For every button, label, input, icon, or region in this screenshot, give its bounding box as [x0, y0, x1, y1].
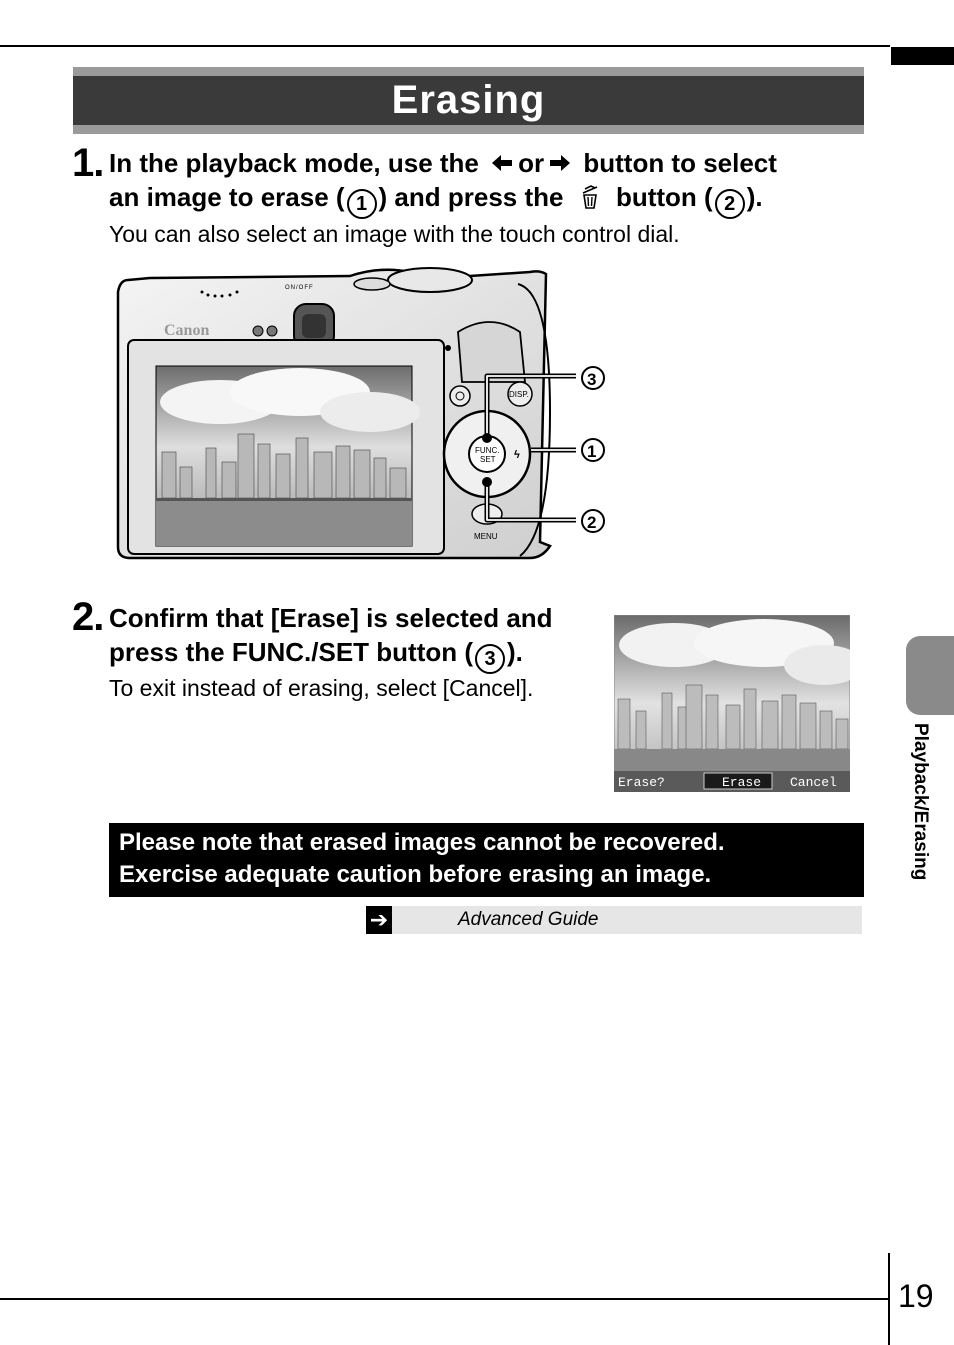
advanced-guide-link[interactable]: Advanced Guide	[458, 909, 599, 930]
step2-line1: Confirm that [Erase] is selected and	[109, 603, 553, 633]
step2-instruction	[109, 601, 609, 674]
step1-line2-a: an image to erase (	[109, 182, 345, 212]
top-rule	[0, 45, 890, 47]
side-tab	[906, 636, 954, 715]
step1-instruction	[109, 146, 869, 219]
step1-line2-b: ) and press the	[378, 182, 564, 212]
callout-1: 1	[587, 442, 597, 461]
warning-line1: Please note that erased images cannot be recovered.	[119, 829, 725, 856]
func-label: FUNC.	[475, 446, 500, 455]
trash-icon	[579, 183, 601, 209]
set-label: SET	[480, 455, 496, 464]
callout-2: 2	[587, 513, 597, 532]
circled-number-2: 2	[715, 189, 745, 219]
step2-line2-a: press the FUNC./SET button (	[109, 637, 473, 667]
arrow-right-icon: ➔	[366, 906, 392, 934]
erase-screen-image	[614, 615, 850, 792]
step2-line2-b: ).	[507, 637, 523, 667]
step2-number: 2.	[72, 595, 104, 639]
circled-number-1: 1	[347, 189, 377, 219]
step1-line2-d: ).	[746, 182, 763, 212]
left-arrow-icon	[492, 154, 512, 172]
page-title: Erasing	[391, 78, 546, 122]
side-tab-label-wrapper	[897, 723, 937, 923]
step1-line1-a: In the playback mode, use the	[109, 148, 479, 178]
erase-option: Erase	[722, 775, 762, 790]
warning-line2: Exercise adequate caution before erasing an image.	[119, 861, 712, 888]
callout-3: 3	[587, 370, 597, 389]
right-arrow-icon	[550, 154, 570, 172]
flash-icon: ϟ	[514, 449, 520, 461]
step1-number: 1.	[72, 141, 104, 185]
advanced-guide-bar[interactable]	[366, 906, 862, 934]
title-banner	[73, 67, 864, 134]
menu-label: MENU	[474, 532, 498, 541]
step1-note: You can also select an image with the touch control dial.	[109, 221, 680, 247]
on-off-label: ON/OFF	[285, 285, 314, 291]
side-tab-label: Playback/Erasing	[910, 723, 931, 881]
page-number: 19	[898, 1278, 934, 1314]
page-number-divider	[888, 1253, 890, 1345]
erase-prompt: Erase?	[618, 775, 665, 790]
step1-line1-b: button to select	[583, 148, 777, 178]
camera-illustration	[110, 262, 620, 567]
warning-box	[109, 823, 864, 897]
step1-line2-c: button (	[615, 182, 713, 212]
cancel-option: Cancel	[790, 775, 837, 790]
corner-marker	[891, 47, 954, 65]
step2-note: To exit instead of erasing, select [Cancel].	[109, 675, 534, 701]
bottom-rule	[0, 1298, 890, 1300]
canon-logo: Canon	[164, 322, 210, 339]
step1-or: or	[518, 148, 545, 178]
disp-label: DISP.	[509, 390, 529, 399]
circled-number-3: 3	[475, 644, 505, 674]
